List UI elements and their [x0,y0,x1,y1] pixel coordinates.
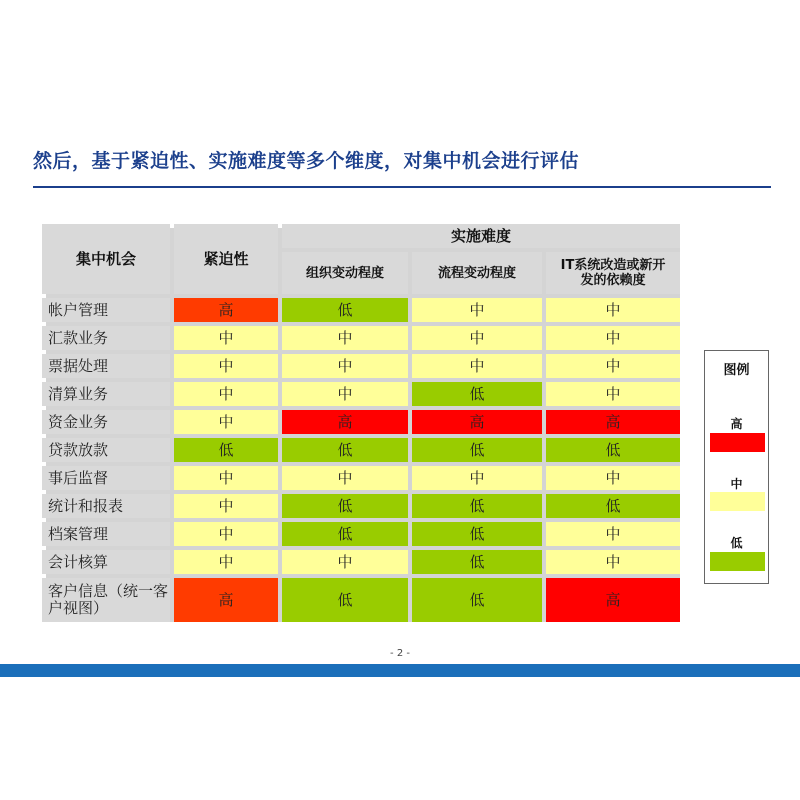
rating-cell: 中 [174,382,278,406]
legend-swatch-high [710,433,765,452]
assessment-table [42,224,680,622]
rating-cell: 低 [282,522,408,546]
row-label: 贷款放款 [42,438,170,462]
rating-cell: 中 [282,550,408,574]
rating-cell: 中 [174,354,278,378]
rating-cell: 低 [546,494,680,518]
rating-cell: 中 [546,522,680,546]
rating-cell: 低 [412,382,542,406]
rating-cell: 高 [174,298,278,322]
row-label: 票据处理 [42,354,170,378]
header-difficulty: 实施难度 [282,224,680,248]
rating-cell: 中 [174,326,278,350]
rating-cell: 低 [412,550,542,574]
rating-cell: 中 [282,326,408,350]
header-it-dependency: IT系统改造或新开发的依赖度 [546,252,680,294]
rating-cell: 低 [282,578,408,622]
rating-cell: 中 [546,466,680,490]
rating-cell: 中 [412,298,542,322]
rating-cell: 中 [282,382,408,406]
legend-swatch-low [710,552,765,571]
rating-cell: 中 [546,298,680,322]
rating-cell: 中 [282,354,408,378]
row-label: 统计和报表 [42,494,170,518]
row-label: 汇款业务 [42,326,170,350]
header-opportunity: 集中机会 [42,224,170,294]
rating-cell: 中 [412,466,542,490]
rating-cell: 低 [412,522,542,546]
legend-title: 图例 [723,363,750,378]
rating-cell: 低 [546,438,680,462]
row-label: 资金业务 [42,410,170,434]
rating-cell: 高 [412,410,542,434]
rating-cell: 低 [412,494,542,518]
header-urgency: 紧迫性 [174,224,278,294]
rating-cell: 中 [412,354,542,378]
rating-cell: 中 [174,466,278,490]
row-label: 客户信息（统一客户视图） [42,578,170,622]
rating-cell: 低 [412,578,542,622]
rating-cell: 中 [546,382,680,406]
rating-cell: 低 [412,438,542,462]
legend-label-low: 低 [730,536,743,550]
header-process-change: 流程变动程度 [412,252,542,294]
rating-cell: 高 [546,410,680,434]
rating-cell: 低 [282,494,408,518]
rating-cell: 低 [282,298,408,322]
rating-cell: 中 [546,354,680,378]
footer-bar [0,664,800,677]
page-title: 然后，基于紧迫性、实施难度等多个维度，对集中机会进行评估 [33,150,580,172]
row-label: 清算业务 [42,382,170,406]
legend-label-mid: 中 [730,477,743,491]
legend-label-high: 高 [730,417,743,431]
header-org-change: 组织变动程度 [282,252,408,294]
row-label: 档案管理 [42,522,170,546]
row-label: 事后监督 [42,466,170,490]
legend-swatch-mid [710,492,765,511]
rating-cell: 中 [174,494,278,518]
rating-cell: 高 [282,410,408,434]
rating-cell: 中 [282,466,408,490]
legend [704,350,769,584]
rating-cell: 高 [546,578,680,622]
title-divider [33,186,771,188]
rating-cell: 中 [546,326,680,350]
row-label: 会计核算 [42,550,170,574]
rating-cell: 高 [174,578,278,622]
assessment-matrix [42,224,676,618]
rating-cell: 低 [282,438,408,462]
page-number: - 2 - [390,648,410,659]
rating-cell: 中 [412,326,542,350]
rating-cell: 中 [546,550,680,574]
row-label: 帐户管理 [42,298,170,322]
rating-cell: 中 [174,410,278,434]
rating-cell: 低 [174,438,278,462]
rating-cell: 中 [174,550,278,574]
rating-cell: 中 [174,522,278,546]
